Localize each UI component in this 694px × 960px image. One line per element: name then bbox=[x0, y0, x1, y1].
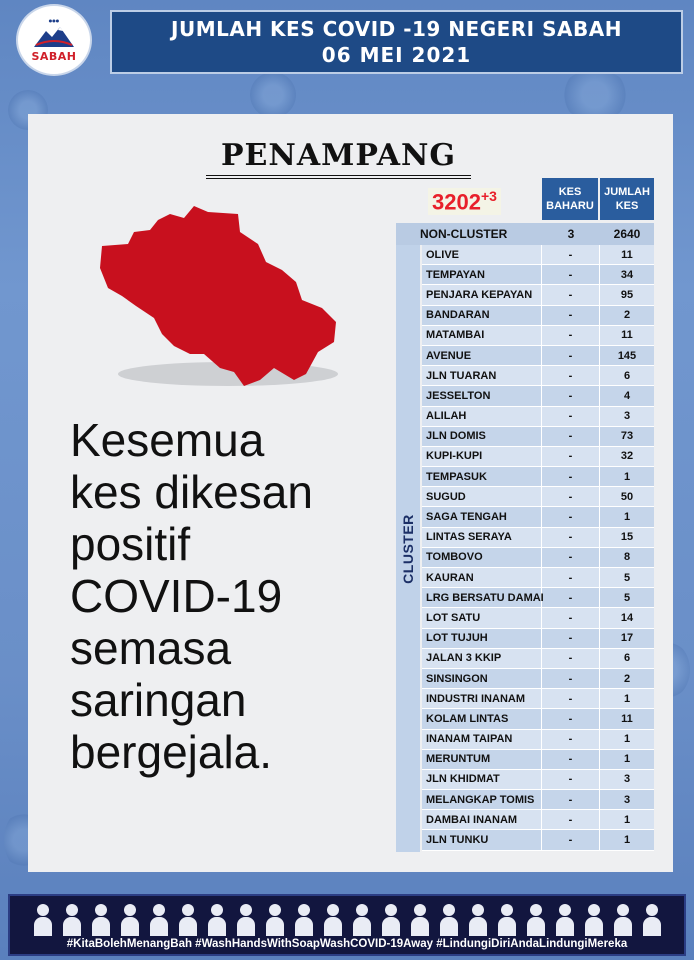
cluster-row bbox=[422, 568, 654, 588]
person-icon bbox=[32, 902, 54, 936]
cluster-new: - bbox=[542, 750, 600, 769]
cluster-new: - bbox=[542, 528, 600, 547]
virus-decoration bbox=[250, 72, 296, 118]
cluster-name: INANAM TAIPAN bbox=[422, 730, 542, 749]
cluster-new: - bbox=[542, 346, 600, 365]
cluster-row bbox=[422, 709, 654, 729]
cluster-new: - bbox=[542, 649, 600, 668]
cluster-new: - bbox=[542, 830, 600, 849]
column-header-total: JUMLAH KES bbox=[600, 178, 654, 220]
person-icon bbox=[148, 902, 170, 936]
cluster-new: - bbox=[542, 810, 600, 829]
cluster-name: MATAMBAI bbox=[422, 326, 542, 345]
footer-hashtags: #KitaBolehMenangBah #WashHandsWithSoapWashCOVID-19Away #LindungiDiriAndaLindungiMereka bbox=[66, 938, 628, 950]
footer-banner bbox=[8, 894, 686, 956]
cluster-new: - bbox=[542, 507, 600, 526]
cluster-name: KAURAN bbox=[422, 568, 542, 587]
district-title: PENAMPANG bbox=[206, 138, 471, 179]
cluster-name: TEMPASUK bbox=[422, 467, 542, 486]
cluster-new: - bbox=[542, 548, 600, 567]
person-icon bbox=[206, 902, 228, 936]
cluster-side-label bbox=[396, 245, 420, 852]
cluster-total: 34 bbox=[620, 268, 634, 281]
cluster-row bbox=[422, 467, 654, 487]
cluster-new: - bbox=[542, 265, 600, 284]
cluster-row bbox=[422, 346, 654, 366]
cluster-total: 73 bbox=[620, 430, 634, 443]
cluster-row bbox=[422, 427, 654, 447]
cluster-row bbox=[422, 306, 654, 326]
message-line: bergejala. bbox=[70, 726, 273, 778]
cluster-row bbox=[422, 407, 654, 427]
cluster-total: 6 bbox=[623, 369, 631, 382]
cluster-new: - bbox=[542, 487, 600, 506]
cluster-row bbox=[422, 366, 654, 386]
cluster-row bbox=[422, 608, 654, 628]
cluster-new: - bbox=[542, 709, 600, 728]
cluster-row bbox=[422, 447, 654, 467]
cluster-row bbox=[422, 588, 654, 608]
cluster-new: - bbox=[542, 588, 600, 607]
person-icon bbox=[177, 902, 199, 936]
total-cases-value: 3202 bbox=[432, 189, 481, 215]
cluster-name: LINTAS SERAYA bbox=[422, 528, 542, 547]
non-cluster-row bbox=[396, 223, 654, 245]
cluster-name: JLN TUARAN bbox=[422, 366, 542, 385]
person-icon bbox=[554, 902, 576, 936]
person-icon bbox=[264, 902, 286, 936]
cluster-total: 3 bbox=[623, 410, 631, 423]
person-icon bbox=[119, 902, 141, 936]
cluster-name: JLN DOMIS bbox=[422, 427, 542, 446]
cluster-total: 11 bbox=[621, 248, 633, 261]
frontliner-figures bbox=[10, 898, 684, 936]
header-banner bbox=[110, 10, 683, 74]
message-line: semasa bbox=[70, 622, 232, 674]
total-cases bbox=[428, 188, 501, 215]
cluster-total: 11 bbox=[621, 329, 633, 342]
cluster-total: 1 bbox=[623, 511, 631, 524]
message-line: COVID-19 bbox=[70, 570, 283, 622]
cluster-row bbox=[422, 750, 654, 770]
header-title: JUMLAH KES COVID -19 NEGERI SABAH bbox=[171, 17, 622, 41]
cluster-name: LOT TUJUH bbox=[422, 629, 542, 648]
cluster-new: - bbox=[542, 407, 600, 426]
new-cases-value: +3 bbox=[480, 188, 497, 204]
cluster-name: TOMBOVO bbox=[422, 548, 542, 567]
cluster-name: JLN KHIDMAT bbox=[422, 770, 542, 789]
cluster-new: - bbox=[542, 326, 600, 345]
district-map bbox=[88, 204, 348, 404]
cluster-row bbox=[422, 487, 654, 507]
cluster-total: 4 bbox=[623, 389, 631, 402]
cluster-name: ALILAH bbox=[422, 407, 542, 426]
cluster-total: 50 bbox=[620, 490, 634, 503]
cluster-row bbox=[422, 790, 654, 810]
cluster-new: - bbox=[542, 770, 600, 789]
person-icon bbox=[61, 902, 83, 936]
cluster-total: 1 bbox=[623, 733, 631, 746]
cluster-name: BANDARAN bbox=[422, 306, 542, 325]
column-header-new: KES BAHARU bbox=[542, 178, 598, 220]
cluster-row bbox=[422, 326, 654, 346]
cluster-total: 5 bbox=[623, 571, 631, 584]
cluster-total: 11 bbox=[621, 712, 633, 725]
cluster-new: - bbox=[542, 366, 600, 385]
cluster-new: - bbox=[542, 790, 600, 809]
person-icon bbox=[322, 902, 344, 936]
cluster-total: 145 bbox=[617, 349, 637, 362]
advisory-message bbox=[70, 414, 390, 778]
message-line: kes dikesan bbox=[70, 466, 313, 518]
person-icon bbox=[641, 902, 663, 936]
cluster-row bbox=[422, 669, 654, 689]
cluster-name: MELANGKAP TOMIS bbox=[422, 790, 542, 809]
person-icon bbox=[380, 902, 402, 936]
cluster-new: - bbox=[542, 568, 600, 587]
cluster-new: - bbox=[542, 447, 600, 466]
cluster-total: 1 bbox=[623, 813, 631, 826]
cluster-total: 2 bbox=[623, 309, 631, 322]
cluster-total: 15 bbox=[620, 531, 634, 544]
person-icon bbox=[438, 902, 460, 936]
cluster-row bbox=[422, 689, 654, 709]
cluster-new: - bbox=[542, 730, 600, 749]
cluster-total: 2 bbox=[623, 672, 631, 685]
cluster-new: - bbox=[542, 427, 600, 446]
cluster-row bbox=[422, 649, 654, 669]
cluster-new: - bbox=[542, 689, 600, 708]
cluster-table bbox=[422, 245, 654, 851]
cluster-row bbox=[422, 770, 654, 790]
cluster-total: 1 bbox=[623, 834, 631, 847]
cluster-total: 3 bbox=[623, 793, 631, 806]
cluster-label-text: CLUSTER bbox=[400, 513, 416, 584]
cluster-total: 32 bbox=[620, 450, 634, 463]
cluster-total: 1 bbox=[623, 753, 631, 766]
cluster-new: - bbox=[542, 306, 600, 325]
cluster-name: KUPI-KUPI bbox=[422, 447, 542, 466]
cluster-name: MERUNTUM bbox=[422, 750, 542, 769]
mountain-icon bbox=[32, 23, 76, 49]
cluster-name: JALAN 3 KKIP bbox=[422, 649, 542, 668]
cluster-row bbox=[422, 265, 654, 285]
cluster-row bbox=[422, 730, 654, 750]
person-icon bbox=[467, 902, 489, 936]
cluster-name: KOLAM LINTAS bbox=[422, 709, 542, 728]
cluster-new: - bbox=[542, 245, 600, 264]
person-icon bbox=[612, 902, 634, 936]
person-icon bbox=[496, 902, 518, 936]
cluster-name: PENJARA KEPAYAN bbox=[422, 285, 542, 304]
cluster-row bbox=[422, 245, 654, 265]
person-icon bbox=[583, 902, 605, 936]
cluster-name: INDUSTRI INANAM bbox=[422, 689, 542, 708]
info-card bbox=[28, 114, 673, 872]
cluster-row bbox=[422, 548, 654, 568]
cluster-name: JESSELTON bbox=[422, 386, 542, 405]
cluster-name: SUGUD bbox=[422, 487, 542, 506]
cluster-new: - bbox=[542, 629, 600, 648]
cluster-name: AVENUE bbox=[422, 346, 542, 365]
cluster-new: - bbox=[542, 669, 600, 688]
cluster-total: 14 bbox=[620, 611, 634, 624]
cluster-total: 1 bbox=[623, 470, 631, 483]
cluster-new: - bbox=[542, 386, 600, 405]
person-icon bbox=[293, 902, 315, 936]
map-shape-icon bbox=[88, 204, 348, 404]
cluster-total: 1 bbox=[623, 692, 631, 705]
person-icon bbox=[525, 902, 547, 936]
cluster-name: DAMBAI INANAM bbox=[422, 810, 542, 829]
non-cluster-total: 2640 bbox=[613, 227, 641, 241]
cluster-new: - bbox=[542, 285, 600, 304]
person-icon bbox=[235, 902, 257, 936]
cluster-row bbox=[422, 285, 654, 305]
cluster-total: 5 bbox=[623, 591, 631, 604]
virus-decoration bbox=[560, 70, 630, 120]
cluster-name: JLN TUNKU bbox=[422, 830, 542, 849]
person-icon bbox=[409, 902, 431, 936]
non-cluster-new: 3 bbox=[567, 227, 575, 241]
sabah-logo bbox=[16, 4, 92, 76]
message-line: positif bbox=[70, 518, 191, 570]
cluster-name: OLIVE bbox=[422, 245, 542, 264]
logo-ring-text: ●●● bbox=[48, 17, 60, 23]
cluster-row bbox=[422, 830, 654, 850]
cluster-total: 95 bbox=[620, 288, 634, 301]
cluster-name: SINSINGON bbox=[422, 669, 542, 688]
cluster-total: 3 bbox=[623, 773, 631, 786]
message-line: Kesemua bbox=[70, 414, 265, 466]
header-date: 06 MEI 2021 bbox=[321, 43, 472, 67]
cluster-total: 17 bbox=[620, 632, 634, 645]
cluster-row bbox=[422, 629, 654, 649]
logo-label: SABAH bbox=[31, 49, 77, 63]
cluster-row bbox=[422, 386, 654, 406]
cluster-new: - bbox=[542, 608, 600, 627]
cluster-name: TEMPAYAN bbox=[422, 265, 542, 284]
cluster-name: SAGA TENGAH bbox=[422, 507, 542, 526]
cluster-new: - bbox=[542, 467, 600, 486]
cluster-total: 8 bbox=[623, 551, 631, 564]
non-cluster-name: NON-CLUSTER bbox=[420, 227, 508, 241]
cluster-row bbox=[422, 507, 654, 527]
person-icon bbox=[90, 902, 112, 936]
person-icon bbox=[351, 902, 373, 936]
cluster-name: LOT SATU bbox=[422, 608, 542, 627]
cluster-total: 6 bbox=[623, 652, 631, 665]
cluster-row bbox=[422, 528, 654, 548]
message-line: saringan bbox=[70, 674, 247, 726]
cluster-name: LRG BERSATU DAMAI bbox=[422, 588, 542, 607]
cluster-row bbox=[422, 810, 654, 830]
